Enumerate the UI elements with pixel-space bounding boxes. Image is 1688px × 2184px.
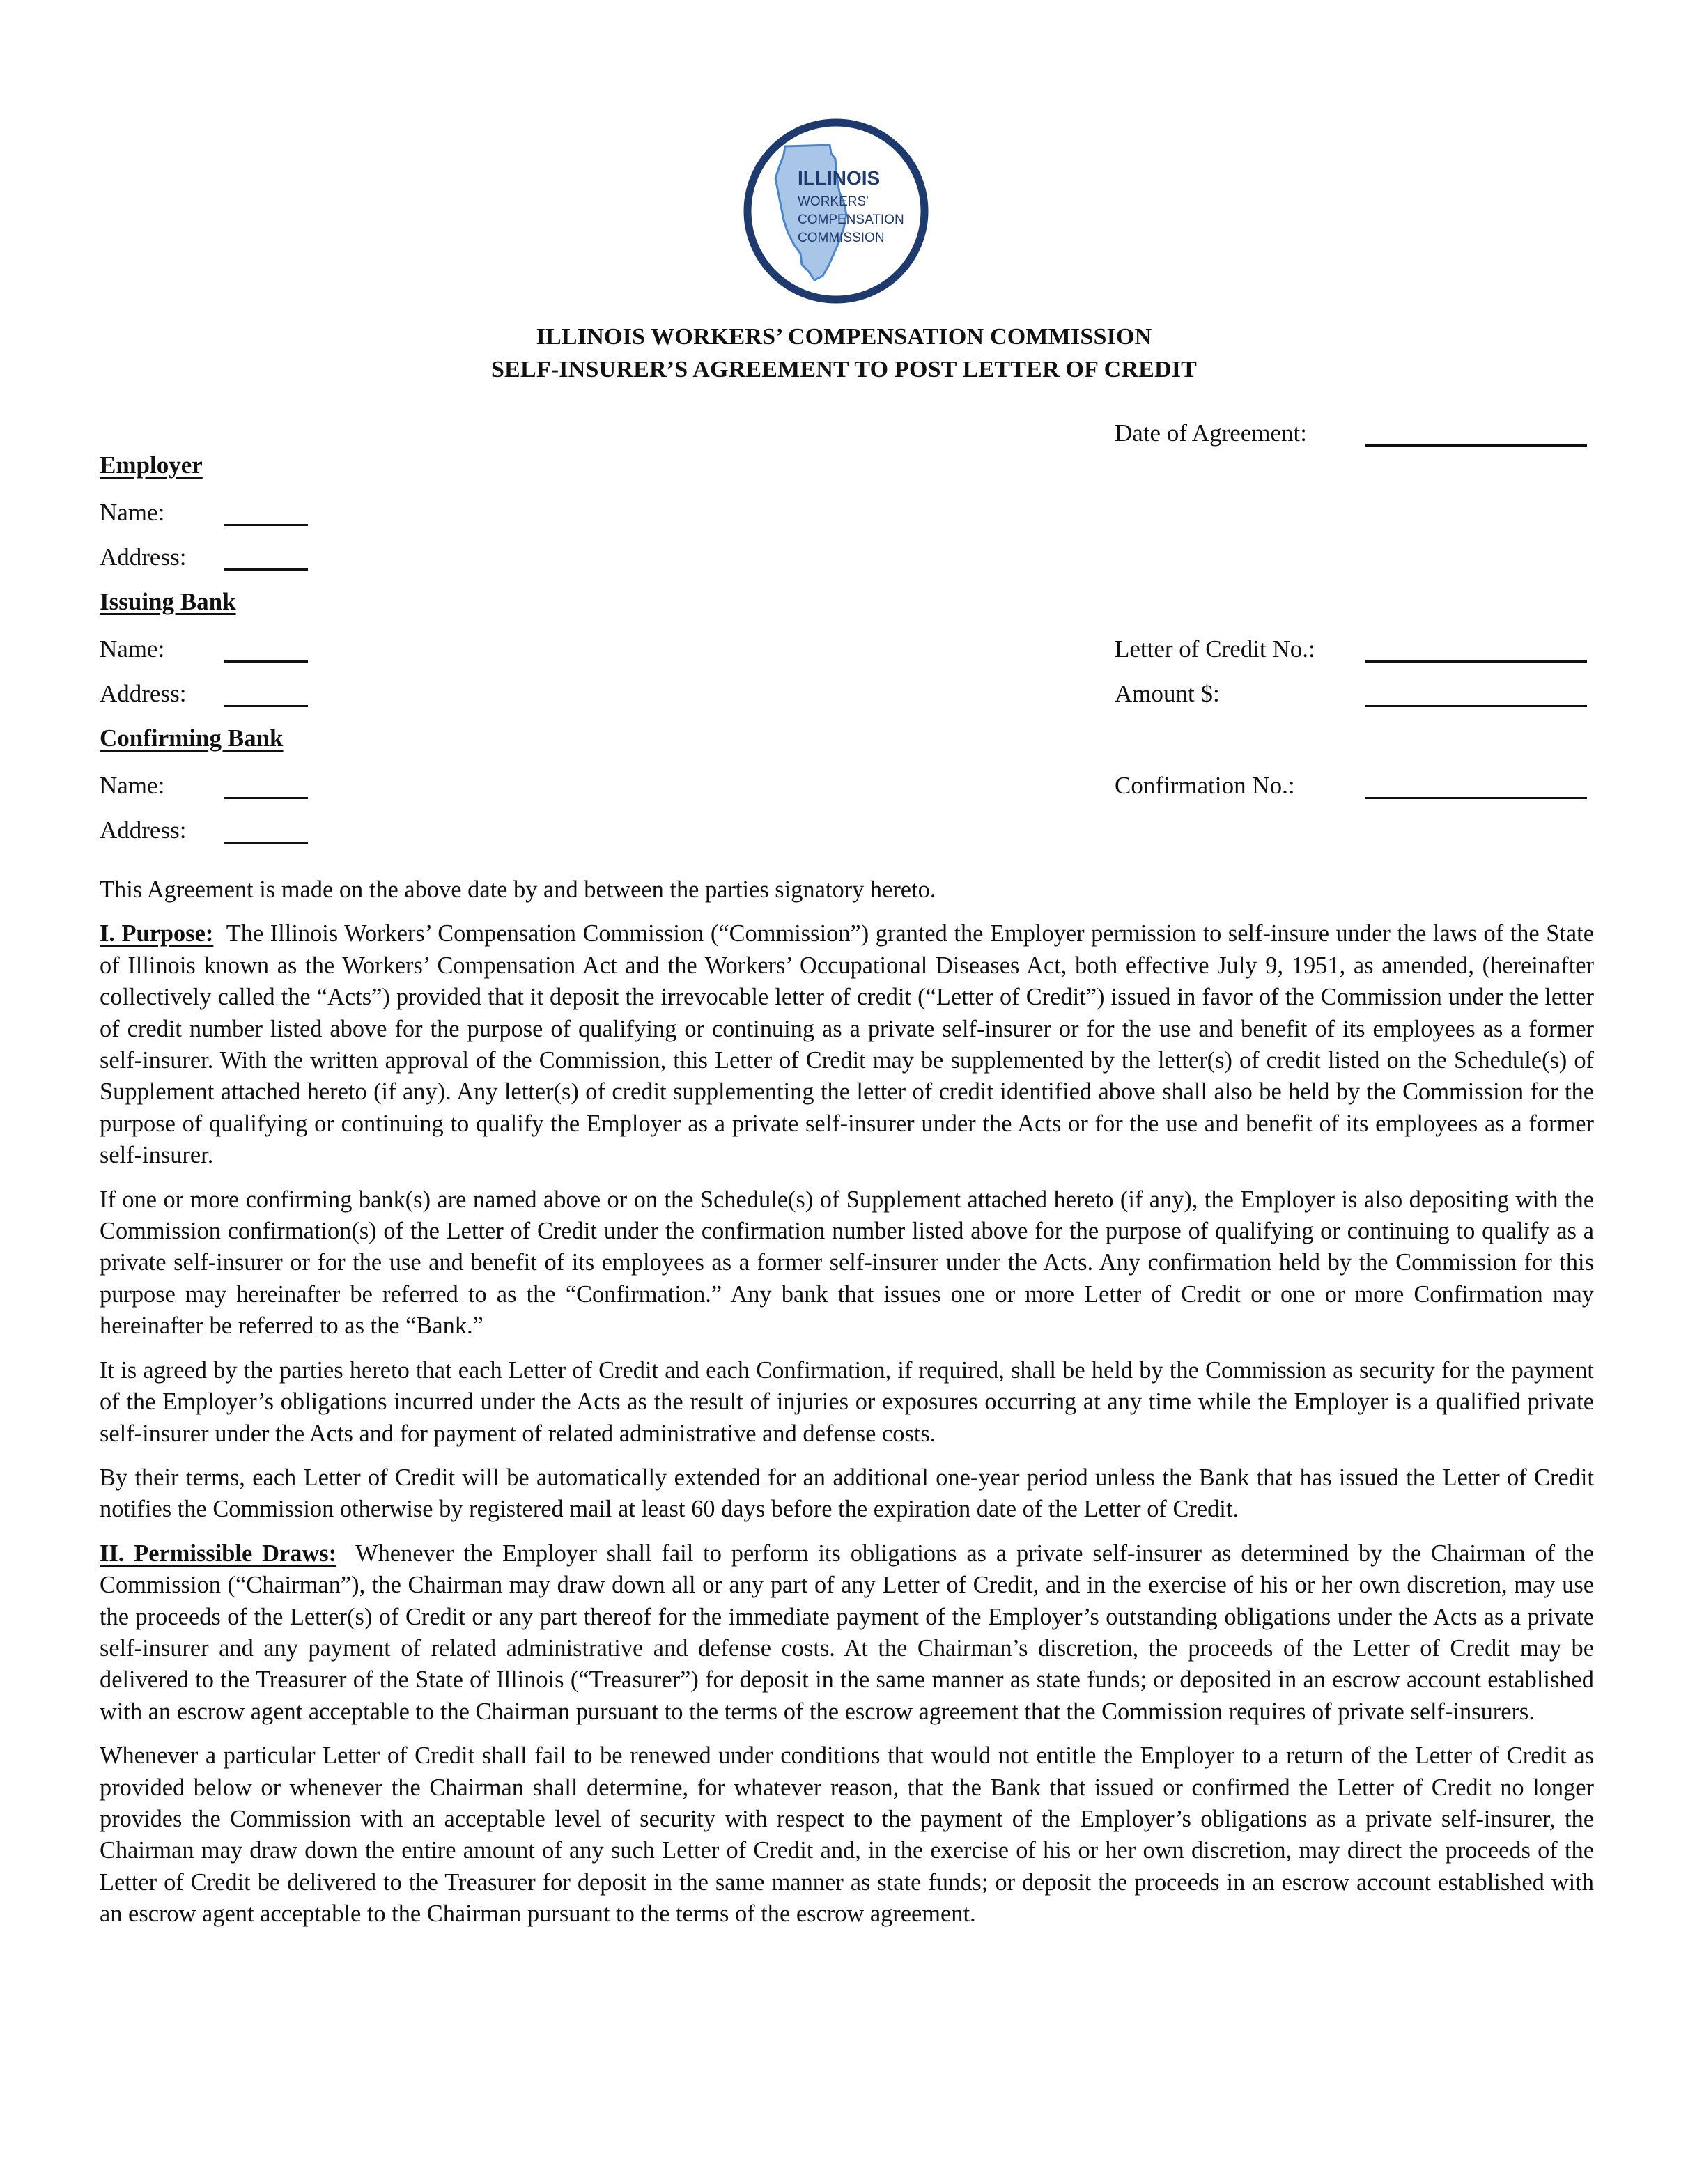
confirmation-no-label: Confirmation No.: bbox=[1115, 772, 1295, 799]
purpose-text-1: The Illinois Workers’ Compensation Commission (“Commission”) granted the Employer permission to self-insure under the laws of the State of Illinois known as the Workers’ Compensation Act and the Workers’ Occupational Diseases Act, both effective July 9, 1951, as amended, (hereinafter collectively called the “Acts”) provided that it deposit the irrevocable letter of credit (“Letter of Credit”) issued in favor of the Commission under the letter of credit number listed above for the purpose of qualifying or continuing as a private self-insurer or for the use and benefit of its employees as a former self-insurer. With the written approval of the Commission, this Letter of Credit may be supplemented by the letter(s) of credit listed on the Schedule(s) of Supplement attached hereto (if any). Any letter(s) of credit supplementing the letter of credit identified above shall also be held by the Commission for the purpose of qualifying or continuing to qualify the Employer as a private self-insurer under the Acts or for the use and benefit of its employees as a former self-insurer. bbox=[100, 920, 1594, 1169]
date-of-agreement-label: Date of Agreement: bbox=[1115, 419, 1308, 447]
confirming-bank-name-label: Name: bbox=[100, 772, 165, 799]
logo-line-4: COMMISSION bbox=[798, 231, 885, 245]
date-of-agreement-field[interactable] bbox=[1365, 444, 1587, 447]
issuing-bank-name-field[interactable] bbox=[224, 660, 308, 663]
employer-address-label: Address: bbox=[100, 543, 187, 571]
intro-paragraph: This Agreement is made on the above date by and between the parties signatory hereto. bbox=[100, 876, 936, 903]
confirming-bank-name-field[interactable] bbox=[224, 797, 308, 799]
logo-line-3: COMPENSATION bbox=[798, 212, 904, 227]
amount-field[interactable] bbox=[1365, 705, 1587, 707]
draws-paragraph-2: Whenever a particular Letter of Credit shall fail to be renewed under conditions that would not entitle the Employer to a return of the Letter of Credit as provided below or whenever the Chairman shall determine, for whatever reason, that the Bank that issued or confirmed the Letter of Credit no longer provides the Commission with an acceptable level of security with respect to the payment of the Employer’s obligations as a private self-insurer, the Chairman may draw down the entire amount of any such Letter of Credit and, in the exercise of his or her own discretion, may direct the proceeds of the Letter of Credit be delivered to the Treasurer for deposit in the same manner as state funds; or deposit the proceeds in an escrow account established with an escrow agent acceptable to the Chairman pursuant to the terms of the escrow agreement. bbox=[100, 1742, 1594, 1928]
purpose-heading: I. Purpose: bbox=[100, 920, 214, 947]
logo-line-2: WORKERS' bbox=[798, 194, 869, 209]
title-line-2: SELF-INSURER’S AGREEMENT TO POST LETTER OF CREDIT bbox=[490, 357, 1198, 382]
confirming-bank-heading: Confirming Bank bbox=[100, 725, 284, 752]
confirming-bank-address-field[interactable] bbox=[224, 842, 308, 844]
letter-of-credit-no-field[interactable] bbox=[1365, 660, 1587, 663]
issuing-bank-address-field[interactable] bbox=[224, 705, 308, 707]
draws-heading: II. Permissible Draws: bbox=[100, 1540, 337, 1567]
title-line-1: ILLINOIS WORKERS’ COMPENSATION COMMISSION bbox=[536, 324, 1152, 350]
confirming-bank-address-label: Address: bbox=[100, 816, 187, 844]
iwcc-logo bbox=[742, 110, 930, 312]
confirmation-no-field[interactable] bbox=[1365, 797, 1587, 799]
issuing-bank-address-label: Address: bbox=[100, 680, 187, 707]
purpose-paragraph-3: It is agreed by the parties hereto that each Letter of Credit and each Confirmation, if required, shall be held by the Commission as security for the payment of the Employer’s obligations incurred under the Acts as the result of injuries or exposures occurring at any time while the Employer is a qualified private self-insurer under the Acts and for payment of related administrative and defense costs. bbox=[100, 1356, 1594, 1447]
issuing-bank-heading: Issuing Bank bbox=[100, 588, 236, 615]
employer-name-label: Name: bbox=[100, 499, 165, 526]
employer-name-field[interactable] bbox=[224, 524, 308, 526]
purpose-paragraph-1 bbox=[100, 918, 1594, 1171]
draws-text-1: Whenever the Employer shall fail to perform its obligations as a private self-insurer as determined by the Chairman of the Commission (“Chairman”), the Chairman may draw down all or any part of any Letter of Credit, and in the exercise of his or her own discretion, may use the proceeds of the Letter(s) of Credit or any part thereof for the immediate payment of the Employer’s outstanding obligations under the Acts as a private self-insurer and any payment of related administrative and defense costs. At the Chairman’s discretion, the proceeds of the Letter of Credit may be delivered to the Treasurer of the State of Illinois (“Treasurer”) for deposit in the same manner as state funds; or deposited in an escrow account established with an escrow agent acceptable to the Chairman pursuant to the terms of the escrow agreement that the Commission requires of private self-insurers. bbox=[100, 1540, 1594, 1725]
purpose-paragraph-2: If one or more confirming bank(s) are named above or on the Schedule(s) of Supplement attached hereto (if any), the Employer is also depositing with the Commission confirmation(s) of the Letter of Credit under the confirmation number listed above for the purpose of qualifying or continuing to qualify as a private self-insurer or for the use and benefit of its employees as a former self-insurer under the Acts. Any confirmation held by the Commission for this purpose may hereinafter be referred to as the “Confirmation.” Any bank that issues one or more Letter of Credit or one or more Confirmation may hereinafter be referred to as the “Bank.” bbox=[100, 1186, 1594, 1340]
employer-address-field[interactable] bbox=[224, 568, 308, 571]
agreement-body bbox=[100, 874, 1594, 1943]
logo-line-1: ILLINOIS bbox=[798, 167, 881, 189]
draws-paragraph-1 bbox=[100, 1538, 1594, 1728]
employer-heading: Employer bbox=[100, 451, 203, 479]
amount-label: Amount $: bbox=[1115, 680, 1220, 707]
issuing-bank-name-label: Name: bbox=[100, 635, 165, 663]
letter-of-credit-no-label: Letter of Credit No.: bbox=[1115, 635, 1315, 663]
purpose-paragraph-4: By their terms, each Letter of Credit will be automatically extended for an additional one-year period unless the Bank that has issued the Letter of Credit notifies the Commission otherwise by registered mail at least 60 days before the expiration date of the Letter of Credit. bbox=[100, 1464, 1594, 1523]
